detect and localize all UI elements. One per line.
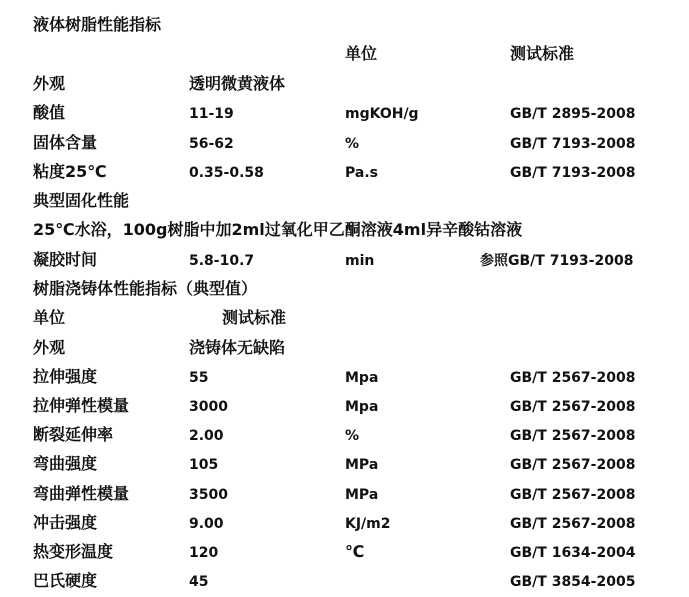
row-unit: mgKOH/g xyxy=(345,106,419,122)
row-standard: GB/T 1634-2004 xyxy=(510,545,636,561)
row-value: 3500 xyxy=(189,487,228,503)
row-name: 凝胶时间 xyxy=(33,250,98,269)
row-name: 弯曲强度 xyxy=(33,454,98,473)
row-name: 冲击强度 xyxy=(33,513,98,532)
row-value: 3000 xyxy=(189,399,228,415)
row-unit: % xyxy=(345,136,360,152)
row-unit: Mpa xyxy=(345,370,379,386)
row-standard: GB/T 7193-2008 xyxy=(510,136,636,152)
row-standard: GB/T 7193-2008 xyxy=(510,165,636,181)
row-standard: GB/T 2567-2008 xyxy=(510,516,636,532)
row-name: 粘度25℃ xyxy=(33,162,107,181)
row-name: 酸值 xyxy=(33,103,66,122)
row-name: 拉伸强度 xyxy=(33,367,98,386)
appearance-value: 浇铸体无缺陷 xyxy=(189,338,286,357)
row-unit: KJ/m2 xyxy=(345,516,391,532)
row-value: 105 xyxy=(189,457,219,473)
row-unit: % xyxy=(345,428,360,444)
row-unit: ℃ xyxy=(345,542,365,561)
row-unit: Mpa xyxy=(345,399,379,415)
row-name: 拉伸弹性模量 xyxy=(33,396,130,415)
appearance-label: 外观 xyxy=(33,338,66,357)
row-name: 断裂延伸率 xyxy=(33,425,114,444)
appearance-value: 透明微黄液体 xyxy=(189,74,286,93)
row-value: 120 xyxy=(189,545,219,561)
row-name: 巴氏硬度 xyxy=(33,571,98,590)
row-value: 55 xyxy=(189,370,209,386)
row-name: 热变形温度 xyxy=(33,542,114,561)
row-value: 2.00 xyxy=(189,428,224,444)
row-standard: GB/T 2567-2008 xyxy=(510,428,636,444)
row-unit: min xyxy=(345,253,375,269)
row-value: 5.8-10.7 xyxy=(189,253,255,269)
row-standard: 参照GB/T 7193-2008 xyxy=(480,253,634,269)
row-value: 11-19 xyxy=(189,106,234,122)
row-unit: MPa xyxy=(345,457,379,473)
row-value: 9.00 xyxy=(189,516,224,532)
row-standard: GB/T 3854-2005 xyxy=(510,574,636,590)
section-title-cast-resin: 树脂浇铸体性能指标（典型值） xyxy=(33,279,258,298)
curing-condition: 25℃水浴，100g树脂中加2ml过氧化甲乙酮溶液4ml异辛酸钴溶液 xyxy=(33,220,523,239)
row-unit: MPa xyxy=(345,487,379,503)
header-standard: 测试标准 xyxy=(222,308,287,327)
row-standard: GB/T 2567-2008 xyxy=(510,370,636,386)
section-title-liquid-resin: 液体树脂性能指标 xyxy=(33,15,162,34)
row-standard: GB/T 2567-2008 xyxy=(510,487,636,503)
row-value: 56-62 xyxy=(189,136,234,152)
row-standard: GB/T 2895-2008 xyxy=(510,106,636,122)
section-title-curing: 典型固化性能 xyxy=(33,191,130,210)
row-value: 0.35-0.58 xyxy=(189,165,264,181)
row-standard: GB/T 2567-2008 xyxy=(510,457,636,473)
row-name: 固体含量 xyxy=(33,133,98,152)
header-unit: 单位 xyxy=(345,44,378,63)
row-unit: Pa.s xyxy=(345,165,378,181)
header-unit: 单位 xyxy=(33,308,66,327)
row-standard: GB/T 2567-2008 xyxy=(510,399,636,415)
header-standard: 测试标准 xyxy=(510,44,575,63)
appearance-label: 外观 xyxy=(33,74,66,93)
row-value: 45 xyxy=(189,574,209,590)
row-name: 弯曲弹性模量 xyxy=(33,484,130,503)
